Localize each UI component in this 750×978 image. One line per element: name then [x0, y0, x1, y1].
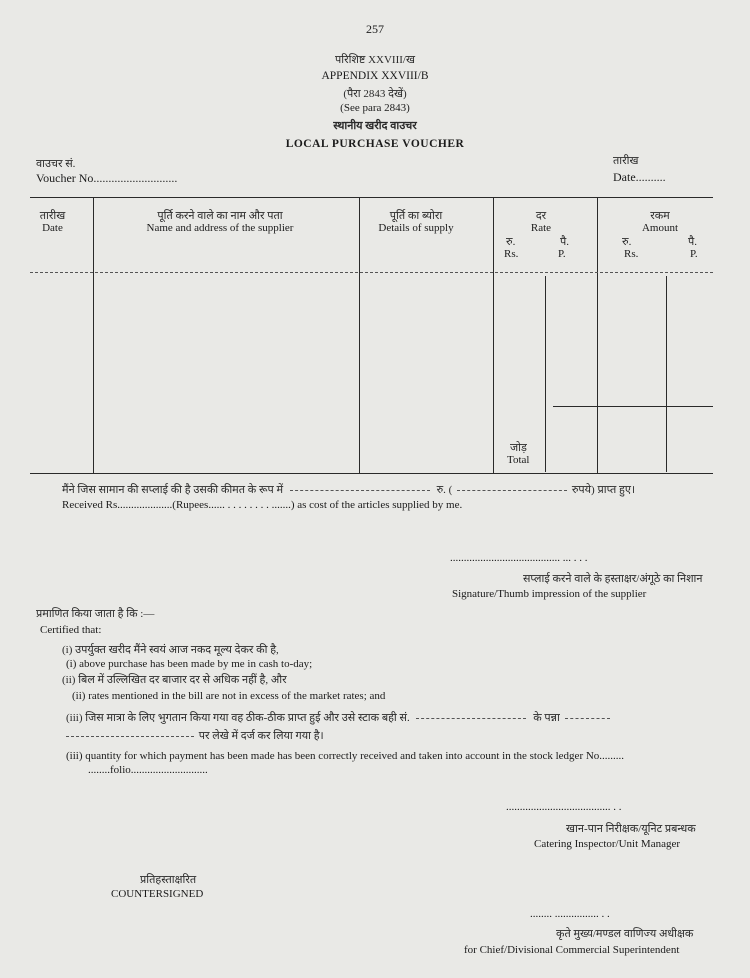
amount-p-hindi: पै. — [688, 236, 697, 248]
certified-hindi: प्रमाणित किया जाता है कि :— — [36, 608, 155, 620]
certified-item3-hindi: (iii) जिस मात्रा के लिए भुगतान किया गया वह ठीक-ठीक प्राप्त हुई और उसे स्टाक बही सं. के पन्ना — [66, 710, 610, 725]
certified-item3-hindi-2: पर लेखे में दर्ज कर लिया गया है। — [66, 728, 324, 743]
voucher-no-field: Voucher No............................ — [36, 171, 178, 185]
appendix-hindi: परिशिष्ट XXVIII/ख — [335, 54, 415, 66]
para-hindi: (पैरा 2843 देखें) — [343, 88, 407, 100]
date-field: Date.......... — [613, 170, 666, 184]
catering-signature-line: ...................................... . . — [506, 801, 622, 813]
amount-p-label: P. — [690, 248, 698, 260]
certified-item1-hindi: (i) उपर्युक्त खरीद मैंने स्वयं आज नकद मूल्य देकर की है, — [62, 644, 279, 656]
col-divider — [493, 198, 494, 473]
rate-rs-label: Rs. — [504, 248, 519, 260]
rate-rs-hindi: रु. — [506, 236, 516, 248]
commercial-signature-label: for Chief/Divisional Commercial Superintendent — [464, 944, 680, 956]
header-separator — [30, 272, 713, 273]
certified-item3-folio: ........folio............................ — [88, 764, 208, 776]
certified-heading: Certified that: — [40, 624, 102, 636]
col-divider — [359, 198, 360, 473]
table-top-border — [30, 197, 713, 198]
page-number: 257 — [366, 22, 384, 36]
amount-rs-hindi: रु. — [622, 236, 632, 248]
col-header-rate: दर Rate — [530, 210, 552, 234]
certified-item1: (i) above purchase has been made by me in cash to-day; — [66, 658, 313, 670]
appendix-title: APPENDIX XXVIII/B — [321, 70, 429, 82]
countersigned-hindi: प्रतिहस्ताक्षरित — [140, 874, 197, 886]
certified-item3: (iii) quantity for which payment has been made has been correctly received and taken into account in the stock ledger No......... — [66, 750, 625, 762]
table-bottom-border — [30, 473, 713, 474]
rate-p-label: P. — [558, 248, 566, 260]
voucher-title: LOCAL PURCHASE VOUCHER — [285, 138, 465, 150]
catering-signature-label: Catering Inspector/Unit Manager — [534, 838, 681, 850]
supplier-signature-label: Signature/Thumb impression of the supplier — [452, 588, 647, 600]
countersigned-label: COUNTERSIGNED — [111, 888, 204, 900]
col-divider — [93, 198, 94, 473]
col-divider — [597, 198, 598, 473]
voucher-no-hindi: वाउचर सं. — [36, 158, 76, 170]
title-hindi: स्थानीय खरीद वाउचर — [333, 120, 417, 132]
received-hindi: मैंने जिस सामान की सप्लाई की है उसकी कीमत के रूप में रु. ( रुपये) प्राप्त हुए। — [62, 484, 636, 496]
total-label: Total — [507, 454, 530, 466]
col-header-amount: रकम Amount — [641, 210, 679, 234]
certified-item2: (ii) rates mentioned in the bill are not in excess of the market rates; and — [72, 690, 386, 702]
col-header-details: पूर्ति का ब्योरा Details of supply — [378, 210, 454, 234]
total-hindi: जोड़ — [510, 442, 527, 454]
certified-item2-hindi: (ii) बिल में उल्लिखित दर बाजार दर से अधिक नहीं है, और — [62, 674, 287, 686]
rate-p-hindi: पै. — [560, 236, 569, 248]
catering-signature-hindi: खान-पान निरीक्षक/यूनिट प्रबन्धक — [566, 823, 696, 835]
supplier-signature-line: ........................................ ... . . . — [450, 552, 588, 564]
amount-paise-divider — [666, 276, 667, 472]
col-header-date: तारीख Date — [39, 210, 66, 234]
col-header-supplier: पूर्ति करने वाले का नाम और पता Name and address of the supplier — [146, 210, 294, 234]
rate-paise-divider — [545, 276, 546, 472]
total-line — [553, 406, 713, 407]
supplier-signature-hindi: सप्लाई करने वाले के हस्ताक्षर/अंगूठे का निशान — [523, 573, 703, 585]
amount-rs-label: Rs. — [624, 248, 639, 260]
commercial-signature-hindi: कृते मुख्य/मण्डल वाणिज्य अधीक्षक — [556, 928, 694, 940]
received-statement: Received Rs....................(Rupees...... . . . . . . . . .......) as cost of the articles supplied by me. — [62, 499, 463, 511]
commercial-signature-line: ........ ................ . . — [530, 908, 610, 920]
date-hindi: तारीख — [613, 155, 639, 167]
para-reference: (See para 2843) — [340, 102, 410, 114]
